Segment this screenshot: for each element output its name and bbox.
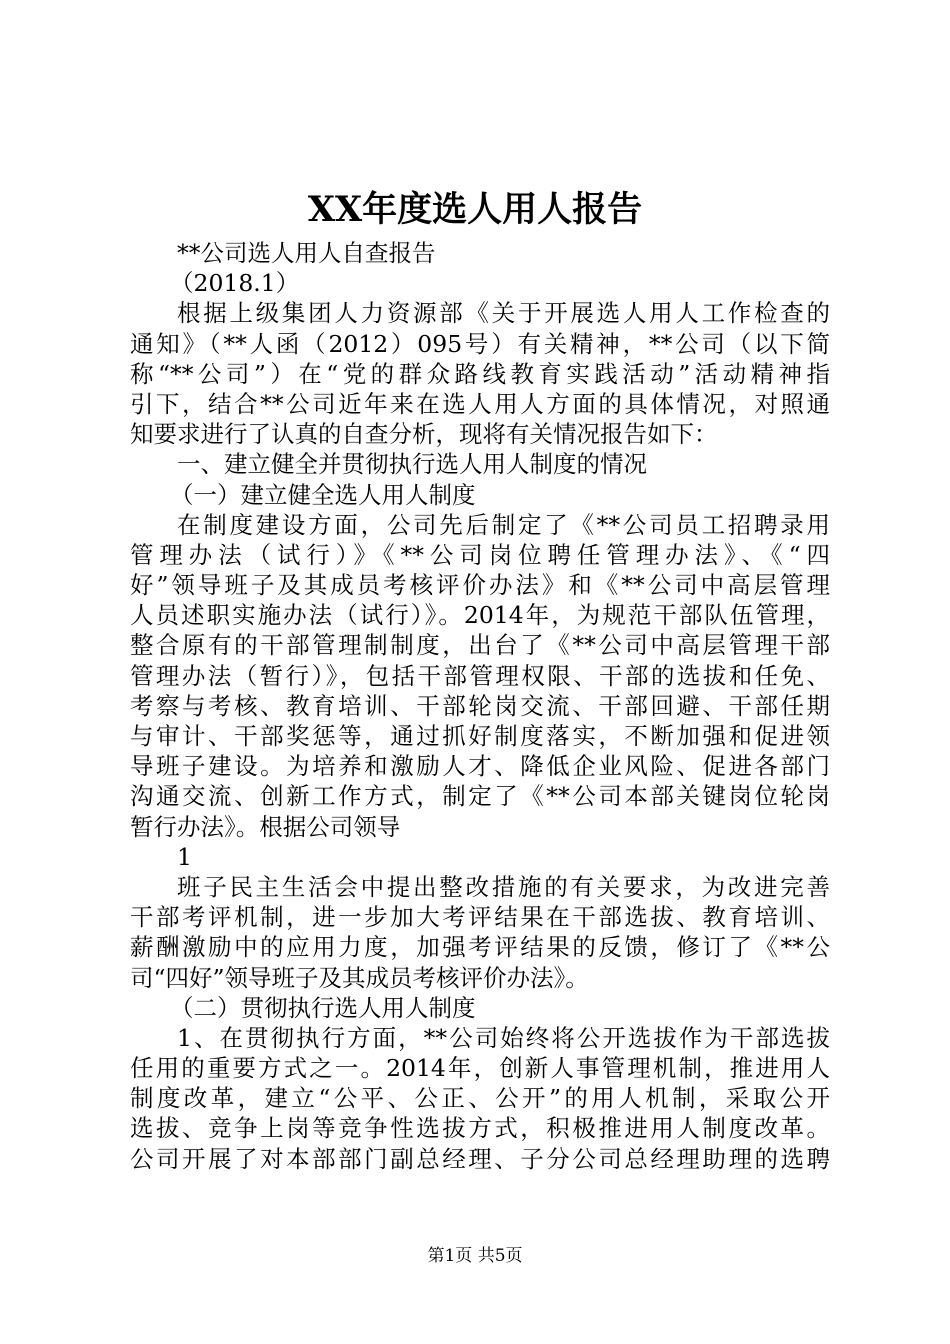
paragraph-line: 暂行办法》。根据公司领导 xyxy=(130,812,401,841)
subsection-heading: （一）建立健全选人用人制度 xyxy=(170,480,476,509)
paragraph-line: 1、在贯彻执行方面，**公司始终将公开选拔作为干部选拔 xyxy=(177,1023,830,1052)
section-heading: 一、建立健全并贯彻执行选人用人制度的情况 xyxy=(177,450,647,479)
paragraph-line: 管理办法（暂行）》，包括干部管理权限、干部的选拔和任免、 xyxy=(130,661,830,690)
paragraph-line: 司“四好”领导班子及其成员考核评价办法》。 xyxy=(130,963,589,992)
paragraph-line: 沟通交流、创新工作方式，制定了《**公司本部关键岗位轮岗 xyxy=(130,782,830,811)
paragraph-line: 通知》（**人函（2012）095号）有关精神，**公司（以下简 xyxy=(130,329,830,358)
paragraph-line: 根据上级集团人力资源部《关于开展选人用人工作检查的 xyxy=(177,299,830,328)
inline-page-number: 1 xyxy=(177,842,192,871)
paragraph-line: 好”领导班子及其成员考核评价办法》和《**公司中高层管理 xyxy=(130,571,830,600)
paragraph-line: 知要求进行了认真的自查分析，现将有关情况报告如下： xyxy=(130,420,718,449)
paragraph-line: 人员述职实施办法（试行）》。2014年，为规范干部队伍管理， xyxy=(130,601,830,630)
paragraph-line: 整合原有的干部管理制制度，出台了《**公司中高层管理干部 xyxy=(130,631,830,660)
paragraph-line: 管理办法（试行）》《**公司岗位聘任管理办法》、《“四 xyxy=(130,540,830,569)
paragraph-line: 薪酬激励中的应用力度，加强考评结果的反馈，修订了《**公 xyxy=(130,933,830,962)
paragraph-line: 班子民主生活会中提出整改措施的有关要求，为改进完善 xyxy=(177,872,830,901)
paragraph-line: 与审计、干部奖惩等，通过抓好制度落实，不断加强和促进领 xyxy=(130,722,830,750)
paragraph-line: 任用的重要方式之一。2014年，创新人事管理机制，推进用人 xyxy=(130,1054,830,1083)
paragraph-line: 称“**公司”）在“党的群众路线教育实践活动”活动精神指 xyxy=(130,359,830,388)
paragraph-line: 在制度建设方面，公司先后制定了《**公司员工招聘录用 xyxy=(177,510,830,539)
paragraph-line: 制度改革，建立“公平、公正、公开”的用人机制，采取公开 xyxy=(130,1084,830,1113)
paragraph-line: 选拔、竞争上岗等竞争性选拔方式，积极推进用人制度改革。 xyxy=(130,1114,830,1143)
paragraph-line: 引下，结合**公司近年来在选人用人方面的具体情况，对照通 xyxy=(130,389,830,418)
paragraph-line: 考察与考核、教育培训、干部轮岗交流、干部回避、干部任期 xyxy=(130,691,830,720)
subsection-heading: （二）贯彻执行选人用人制度 xyxy=(170,993,476,1022)
subtitle-line: **公司选人用人自查报告 xyxy=(177,239,436,267)
paragraph-line: 公司开展了对本部部门副总经理、子分公司总经理助理的选聘 xyxy=(130,1144,830,1173)
document-body xyxy=(130,238,830,1174)
paragraph-line: 干部考评机制，进一步加大考评结果在干部选拔、教育培训、 xyxy=(130,903,830,932)
paragraph-line: 导班子建设。为培养和激励人才、降低企业风险、促进各部门 xyxy=(130,752,830,781)
date-line: （2018.1） xyxy=(170,269,300,298)
document-title: XX年度选人用人报告 xyxy=(307,189,643,230)
page-footer: 第1页 共5页 xyxy=(427,1246,523,1266)
